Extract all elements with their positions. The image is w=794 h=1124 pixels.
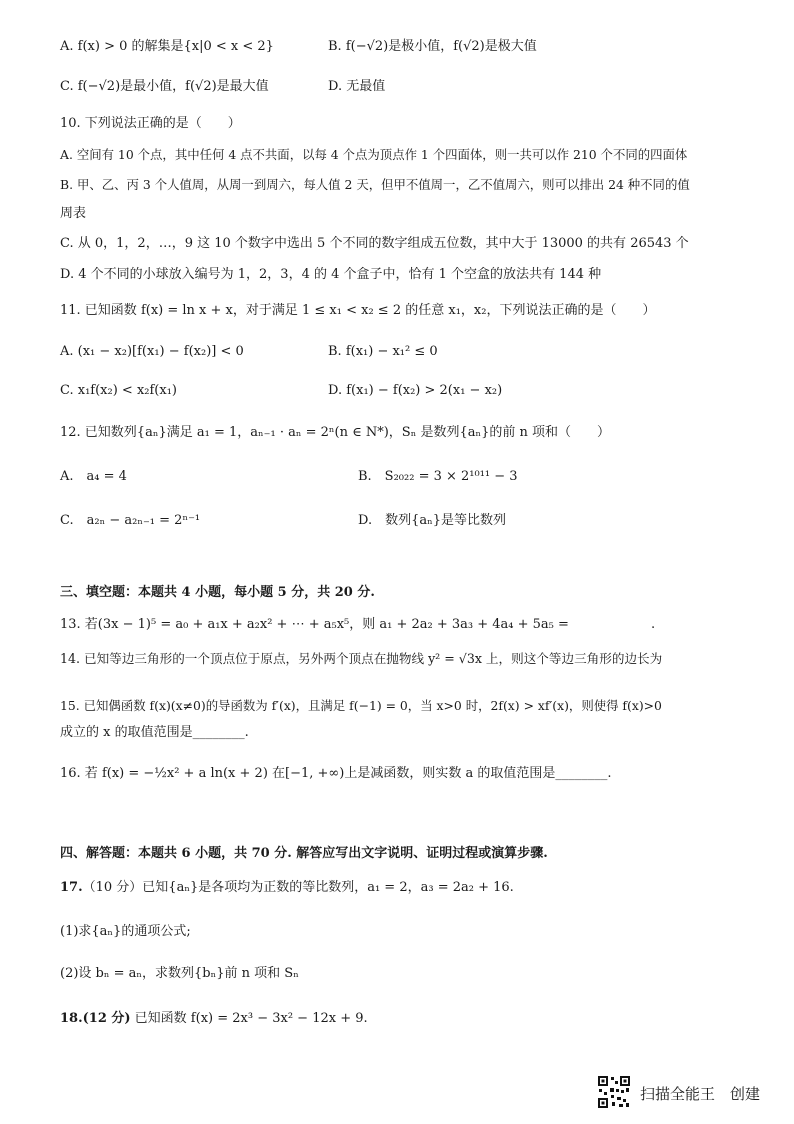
q11-stem: 11. 已知函数 f(x) = ln x + x，对于满足 1 ≤ x₁ < x₂ ≤ 2 的任意 x₁，x₂，下列说法正确的是（ ） bbox=[60, 303, 656, 318]
q11-option-a: A. (x₁ − x₂)[f(x₁) − f(x₂)] < 0 bbox=[60, 344, 244, 359]
q13: 13. 若(3x − 1)⁵ = a₀ + a₁x + a₂x² + ⋯ + a₅x⁵，则 a₁ + 2a₂ + 3a₃ + 4a₄ + 5a₅ = . bbox=[60, 617, 656, 632]
q17-part-2: (2)设 bₙ = aₙ，求数列{bₙ}前 n 项和 Sₙ bbox=[60, 966, 299, 981]
q10-stem: 10. 下列说法正确的是（ ） bbox=[60, 116, 241, 131]
q12-option-d: D. 数列{aₙ}是等比数列 bbox=[358, 513, 507, 528]
q10-option-d: D. 4 个不同的小球放入编号为 1，2，3，4 的 4 个盒子中，恰有 1 个空盒的放法共有 144 种 bbox=[60, 267, 602, 282]
q9-option-d: D. 无最值 bbox=[328, 79, 386, 94]
q15-line-2: 成立的 x 的取值范围是________. bbox=[60, 725, 249, 740]
q16: 16. 若 f(x) = −½x² + a ln(x + 2) 在[−1, +∞)上是减函数，则实数 a 的取值范围是________. bbox=[60, 766, 612, 781]
footer-watermark: 扫描全能王 创建 bbox=[640, 1085, 761, 1103]
q9-option-a: A. f(x) > 0 的解集是{x|0 < x < 2} bbox=[60, 39, 274, 54]
q12-option-b: B. S₂₀₂₂ = 3 × 2¹⁰¹¹ − 3 bbox=[358, 469, 518, 484]
q12-option-a: A. a₄ = 4 bbox=[60, 469, 127, 484]
q12-stem: 12. 已知数列{aₙ}满足 a₁ = 1，aₙ₋₁ · aₙ = 2ⁿ(n ∈ N*)，Sₙ 是数列{aₙ}的前 n 项和（ ） bbox=[60, 425, 611, 440]
q12-option-c: C. a₂ₙ − a₂ₙ₋₁ = 2ⁿ⁻¹ bbox=[60, 513, 201, 528]
q11-option-b: B. f(x₁) − x₁² ≤ 0 bbox=[328, 344, 438, 359]
q9-option-b: B. f(−√2)是极小值，f(√2)是极大值 bbox=[328, 39, 537, 54]
q15-line-1: 15. 已知偶函数 f(x)(x≠0)的导函数为 f′(x)，且满足 f(−1) = 0，当 x>0 时，2f(x) > xf′(x)，则使得 f(x)>0 bbox=[60, 698, 662, 713]
q11-option-c: C. x₁f(x₂) < x₂f(x₁) bbox=[60, 383, 177, 398]
q10-option-c: C. 从 0，1，2，…，9 这 10 个数字中选出 5 个不同的数字组成五位数，其中大于 13000 的共有 26543 个 bbox=[60, 236, 689, 251]
section-4-heading: 四、解答题：本题共 6 小题，共 70 分. 解答应写出文字说明、证明过程或演算步骤. bbox=[60, 846, 548, 861]
q10-option-b: B. 甲、乙、丙 3 个人值周，从周一到周六，每人值 2 天，但甲不值周一，乙不值周六，则可以排出 24 种不同的值 bbox=[60, 177, 690, 192]
q10-option-b-cont: 周表 bbox=[60, 206, 87, 221]
q18-number: 18.(12 分) bbox=[60, 1011, 131, 1026]
q17-number: 17. bbox=[60, 880, 83, 895]
q11-option-d: D. f(x₁) − f(x₂) > 2(x₁ − x₂) bbox=[328, 383, 503, 398]
q17-part-1: (1)求{aₙ}的通项公式; bbox=[60, 924, 191, 939]
q18-stem: 已知函数 f(x) = 2x³ − 3x² − 12x + 9. bbox=[130, 1011, 368, 1026]
q9-option-c: C. f(−√2)是最小值，f(√2)是最大值 bbox=[60, 79, 269, 94]
q10-option-a: A. 空间有 10 个点，其中任何 4 点不共面，以每 4 个点为顶点作 1 个四面体，则一共可以作 210 个不同的四面体 bbox=[60, 147, 688, 162]
q14: 14. 已知等边三角形的一个顶点位于原点，另外两个顶点在抛物线 y² = √3x 上，则这个等边三角形的边长为 bbox=[60, 651, 663, 666]
q17-stem: （10 分）已知{aₙ}是各项均为正数的等比数列，a₁ = 2，a₃ = 2a₂ + 16. bbox=[82, 880, 514, 895]
qr-code-icon bbox=[597, 1075, 631, 1109]
section-3-heading: 三、填空题：本题共 4 小题，每小题 5 分，共 20 分. bbox=[60, 585, 375, 600]
